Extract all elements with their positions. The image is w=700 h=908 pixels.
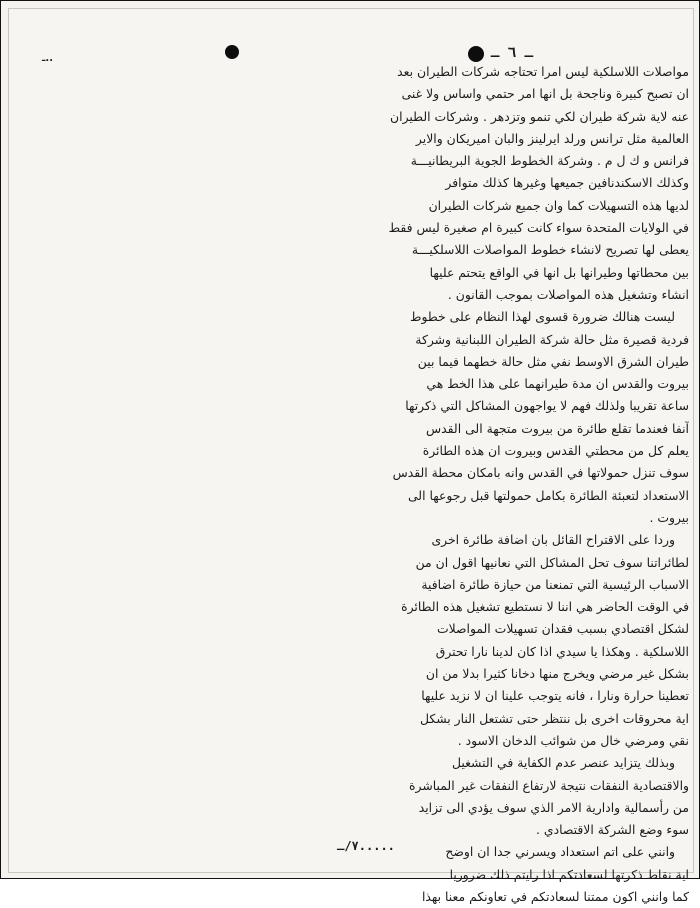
body-line: وبذلك يتزايد عنصر عدم الكفاية في التشغيل	[451, 755, 675, 771]
body-line: من رأسمالية وادارية الامر الذي سوف يؤدي الى تزايد	[418, 799, 689, 815]
body-line: كما وانني اكون ممتنا لسعادتكم في تعاونكم معنا بهذا	[421, 888, 689, 904]
body-line: اية محروقات اخرى بل ننتظر حتى تشتعل النار بشكل	[419, 710, 689, 726]
body-line: اية نقاط ذكرتها لسعادتكم اذا رايتم ذلك ضروريا	[449, 866, 689, 882]
body-line: ليست هنالك ضرورة قسوى لهذا النظام على خطوط	[410, 309, 675, 325]
body-line: طيران الشرق الاوسط نفي مثل حالة خطهما فيما بين	[417, 353, 689, 369]
body-line: بيروت والقدس ان مدة طيرانهما على هذا الخط هي	[426, 376, 689, 392]
body-line: فرانس و ك ل م . وشركة الخطوط الجوية البريطانيـــة	[410, 153, 689, 169]
body-line: آنفا فعندما تقلع طائرة من بيروت متجهة الى القدس	[426, 420, 689, 436]
body-line: بشكل غير مرضي ويخرج منها دخانا كثيرا بدلا من ان	[425, 666, 689, 682]
body-line: تعطينا حرارة ونارا ، فانه يتوجب علينا ان لا نزيد عليها	[421, 688, 689, 704]
body-line: الاستعداد لتعبئة الطائرة بكامل حمولتها قبل رجوعها الى	[407, 487, 689, 503]
body-line: العالمية مثل ترانس ورلد ايرلينز والبان اميريكان والاير	[415, 130, 689, 146]
body-line: والاقتصادية النفقات نتيجة لارتفاع النفقات غير المباشرة	[409, 777, 689, 793]
body-line: فردية قصيرة مثل حالة شركة الطيران اللبنانية وشركة	[415, 331, 689, 347]
body-line: في الولايات المتحدة سواء كانت كبيرة ام صغيرة ليس فقط	[388, 220, 689, 236]
body-line: يعطى لها تصريح لانشاء خطوط المواصلات اللاسلكيـــة	[411, 242, 689, 258]
body-line: ساعة تقريبا ولذلك فهم لا يواجهون المشاكل التي ذكرتها	[405, 398, 689, 414]
body-line: الاسباب الرئيسية التي تمنعنا من حيازة طائرة اضافية	[421, 576, 689, 592]
body-line: عنه لاية شركة طيران لكي تنمو وتزدهر . وشركات الطيران	[390, 108, 689, 124]
body-line: بين محطاتها وطيرانها بل انها في الواقع يتحتم عليها	[429, 264, 689, 280]
corner-mark: ـ..	[42, 53, 54, 64]
body-line: سوف تنزل حمولاتها في القدس وانه بامكان محطة القدس	[392, 465, 689, 481]
body-line: نقي ومرضي خال من شوائب الدخان الاسود .	[457, 732, 689, 748]
body-line: يعلم كل من محطتي القدس وبيروت ان هذه الطائرة	[422, 443, 689, 459]
body-line: وردا على الاقتراح القائل بان اضافة طائرة اخرى	[431, 532, 675, 548]
body-line: بيروت .	[649, 509, 689, 525]
continuation-marker: ٧/ـ.....	[337, 839, 395, 853]
punch-hole-right-icon	[468, 46, 484, 62]
body-line: ان تصبح كبيرة وناجحة بل انها امر حتمي واساس ولا غنى	[401, 86, 689, 102]
punch-hole-left-icon	[225, 45, 239, 59]
body-line: لشكل اقتصادي بسبب فقدان تسهيلات المواصلات	[436, 621, 689, 637]
body-line: وانني على اتم استعداد ويسرني جدا ان اوضح	[445, 844, 675, 860]
body-line: اللاسلكية . وهكذا يا سيدي اذا كان لدينا نارا تحترق	[435, 643, 689, 659]
body-line: انشاء وتشغيل هذه المواصلات بموجب القانون .	[447, 286, 689, 302]
body-line: لديها هذه التسهيلات كما وان جميع شركات الطيران	[428, 197, 689, 213]
document-page	[8, 8, 694, 904]
page-number: ـ ٦ ـ	[490, 45, 534, 61]
body-line: مواصلات اللاسلكية ليس امرا تحتاجه شركات الطيران بعد	[397, 64, 689, 79]
body-line: لطائراتنا سوف تحل المشاكل التي نعانيها اقول ان من	[415, 554, 689, 570]
body-line: وكذلك الاسكندنافين جميعها وغيرها كذلك متوافر	[445, 175, 689, 191]
body-line: في الوقت الحاضر هي اننا لا نستطيع تشغيل هذه الطائرة	[401, 599, 689, 615]
body-line: سوء وضع الشركة الاقتصادي .	[536, 822, 689, 838]
